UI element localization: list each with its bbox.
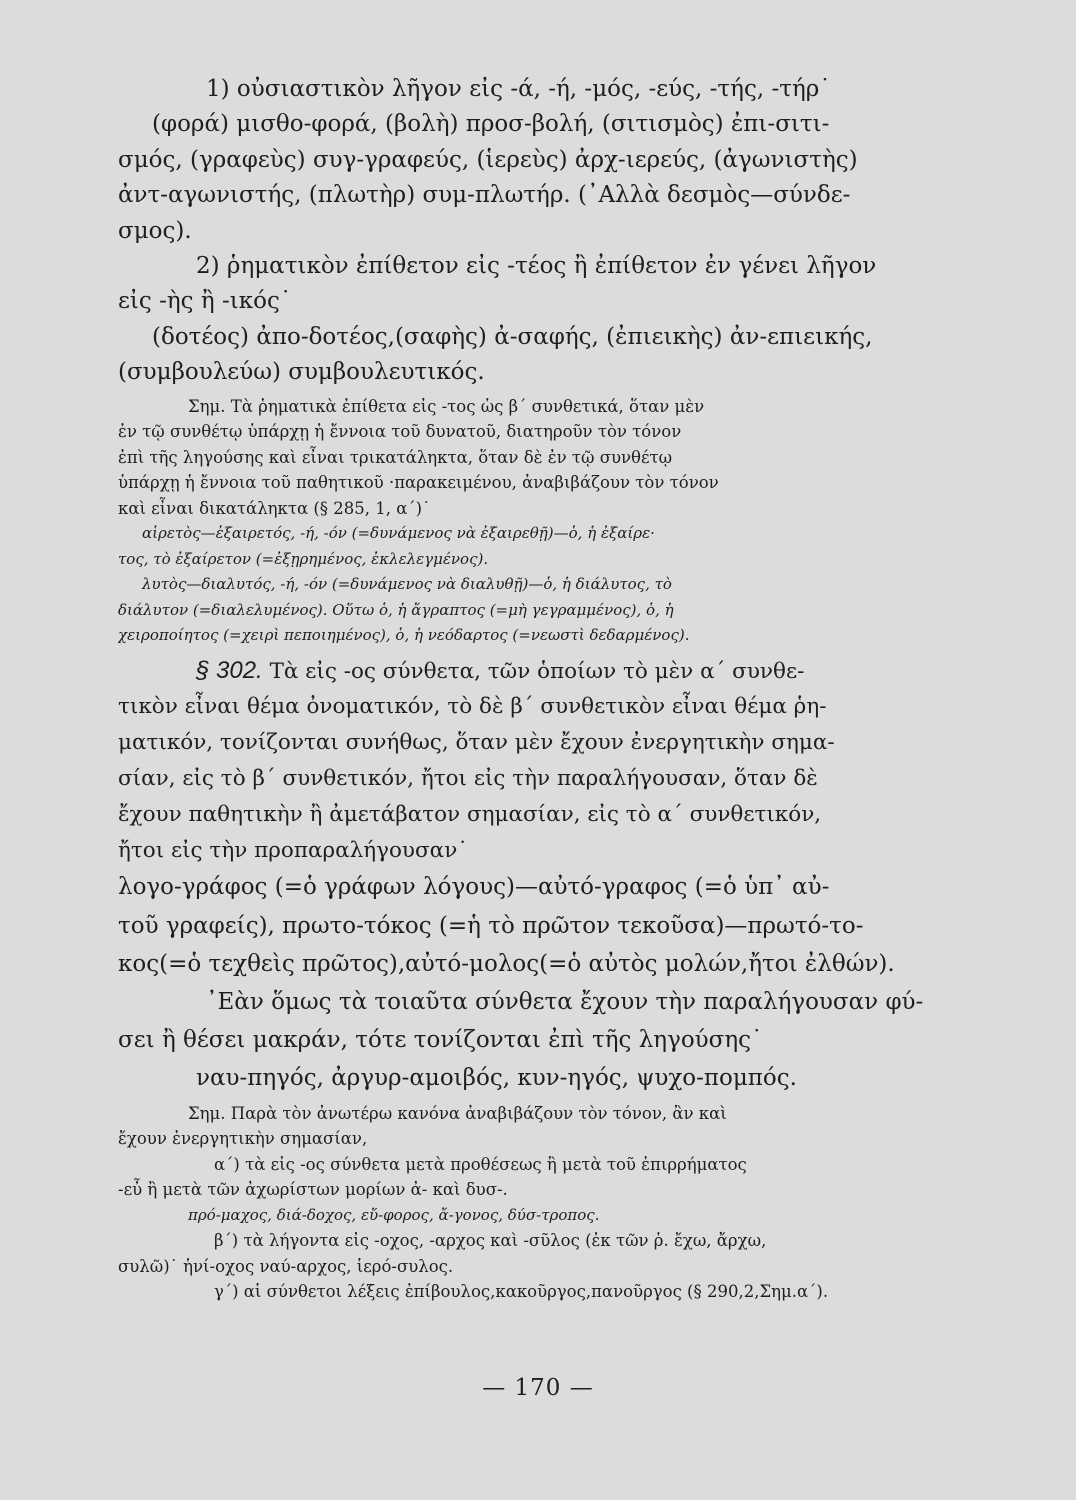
text-line: σίαν, εἰς τὸ β΄ συνθετικόν, ἤτοι εἰς τὴν παραλήγουσαν, ὅταν δὲ bbox=[118, 766, 818, 792]
note-line: ἐν τῷ συνθέτῳ ὑπάρχῃ ἡ ἔννοια τοῦ δυνατοῦ, διατηροῦν τὸν τόνον bbox=[118, 422, 682, 442]
note-line: α΄) τὰ εἰς -ος σύνθετα μετὰ προθέσεως ἢ μετὰ τοῦ ἐπιρρήματος bbox=[214, 1154, 747, 1174]
note-line: ὑπάρχῃ ἡ ἔννοια τοῦ παθητικοῦ ·παρακειμένου, ἀναβιβάζουν τὸν τόνον bbox=[118, 473, 719, 493]
text-line: λογο-γράφος (=ὁ γράφων λόγους)—αὐτό-γραφος (=ὁ ὑπ᾿ αὐ- bbox=[118, 874, 830, 901]
text-line: εἰς -ὴς ἢ -ικός˙ bbox=[118, 288, 292, 315]
note-line: καὶ εἶναι δικατάληκτα (§ 285, 1, α΄)˙ bbox=[118, 498, 431, 518]
text-line: ματικόν, τονίζονται συνήθως, ὅταν μὲν ἔχουν ἐνεργητικὴν σημα- bbox=[118, 730, 835, 756]
note-line: Σημ. Τὰ ῥηματικὰ ἐπίθετα εἰς -τος ὡς β΄ συνθετικά, ὅταν μὲν bbox=[188, 396, 705, 416]
text-line: τοῦ γραφείς), πρωτο-τόκος (=ἡ τὸ πρῶτον τεκοῦσα)—πρωτό-το- bbox=[118, 912, 864, 939]
note-line: -εὖ ἢ μετὰ τῶν ἀχωρίστων μορίων ἀ- καὶ δυσ-. bbox=[118, 1180, 508, 1200]
text-line: ἤτοι εἰς τὴν προπαραλήγουσαν˙ bbox=[118, 837, 469, 863]
text-line: σμος). bbox=[118, 217, 192, 244]
text-line: ἀντ-αγωνιστής, (πλωτὴρ) συμ-πλωτήρ. (᾿Αλλὰ δεσμὸς—σύνδε- bbox=[118, 182, 851, 209]
example-line: αἱρετὸς—ἐξαιρετός, -ή, -όν (=δυνάμενος νὰ ἐξαιρεθῇ)—ὁ, ἡ ἐξαίρε· bbox=[142, 524, 655, 543]
section-number: § 302. bbox=[196, 656, 263, 684]
note-line: Σημ. Παρὰ τὸν ἀνωτέρω κανόνα ἀναβιβάζουν τὸν τόνον, ἂν καὶ bbox=[188, 1103, 727, 1123]
note-line: ἔχουν ἐνεργητικὴν σημασίαν, bbox=[118, 1129, 368, 1149]
text-line: ᾿Εὰν ὅμως τὰ τοιαῦτα σύνθετα ἔχουν τὴν παραλήγουσαν φύ- bbox=[206, 989, 924, 1016]
text-line: ἔχουν παθητικὴν ἢ ἀμετάβατον σημασίαν, εἰς τὸ α΄ συνθετικόν, bbox=[118, 801, 822, 827]
text-line: σει ἢ θέσει μακράν, τότε τονίζονται ἐπὶ τῆς ληγούσης˙ bbox=[118, 1027, 763, 1054]
note-line: ἐπὶ τῆς ληγούσης καὶ εἶναι τρικατάληκτα, ὅταν δὲ ἐν τῷ συνθέτῳ bbox=[118, 447, 673, 467]
text-line: σμός, (γραφεὺς) συγ-γραφεύς, (ἱερεὺς) ἀρχ-ιερεύς, (ἀγωνιστὴς) bbox=[118, 146, 858, 173]
section-text: Τὰ εἰς -ος σύνθετα, τῶν ὁποίων τὸ μὲν α΄ συνθε- bbox=[269, 658, 805, 684]
text-line: (συμβουλεύω) συμβουλευτικός. bbox=[118, 359, 485, 386]
note-line: συλῶ)˙ ἡνί-οχος ναύ-αρχος, ἱερό-συλος. bbox=[118, 1256, 454, 1276]
section-first-line bbox=[118, 653, 1014, 690]
text-line: κος(=ὁ τεχθεὶς πρῶτος),αὐτό-μολος(=ὁ αὐτὸς μολών,ἤτοι ἐλθών). bbox=[118, 950, 895, 977]
page-number: — 170 — bbox=[482, 1375, 594, 1401]
example-line: διάλυτον (=διαλελυμένος). Οὕτω ὁ, ἡ ἄγραπτος (=μὴ γεγραμμένος), ὁ, ἡ bbox=[118, 600, 674, 619]
note-line: γ΄) αἱ σύνθετοι λέξεις ἐπίβουλος,κακοῦργος,πανοῦργος (§ 290,2,Σημ.α΄). bbox=[214, 1282, 829, 1302]
example-line: τος, τὸ ἐξαίρετον (=ἐξῃρημένος, ἐκλελεγμένος). bbox=[118, 549, 489, 568]
text-line: (δοτέος) ἀπο-δοτέος,(σαφὴς) ἀ-σαφής, (ἐπιεικὴς) ἀν-επιεικής, bbox=[152, 323, 873, 350]
example-line: πρό-μαχος, διά-δοχος, εὔ-φορος, ἄ-γονος, δύσ-τροπος. bbox=[188, 1205, 600, 1224]
text-line: (φορά) μισθο-φορά, (βολὴ) προσ-βολή, (σιτισμὸς) ἐπι-σιτι- bbox=[152, 111, 830, 138]
example-line: χειροποίητος (=χειρὶ πεποιημένος), ὁ, ἡ νεόδαρτος (=νεωστὶ δεδαρμένος). bbox=[118, 626, 690, 645]
note-line: β΄) τὰ λήγοντα εἰς -οχος, -αρχος καὶ -σῦλος (ἐκ τῶν ῥ. ἔχω, ἄρχω, bbox=[214, 1231, 767, 1251]
text-line: 1) οὐσιαστικὸν λῆγον εἰς -ά, -ή, -μός, -εύς, -τής, -τήρ˙ bbox=[206, 76, 831, 102]
text-line: τικὸν εἶναι θέμα ὀνοματικόν, τὸ δὲ β΄ συνθετικὸν εἶναι θέμα ῥη- bbox=[118, 694, 827, 720]
text-line: ναυ-πηγός, ἀργυρ-αμοιβός, κυν-ηγός, ψυχο-πομπός. bbox=[196, 1065, 797, 1092]
example-line: λυτὸς—διαλυτός, -ή, -όν (=δυνάμενος νὰ διαλυθῇ)—ὁ, ἡ διάλυτος, τὸ bbox=[142, 575, 672, 594]
text-line: 2) ῥηματικὸν ἐπίθετον εἰς -τέος ἢ ἐπίθετον ἐν γένει λῆγον bbox=[196, 253, 877, 280]
